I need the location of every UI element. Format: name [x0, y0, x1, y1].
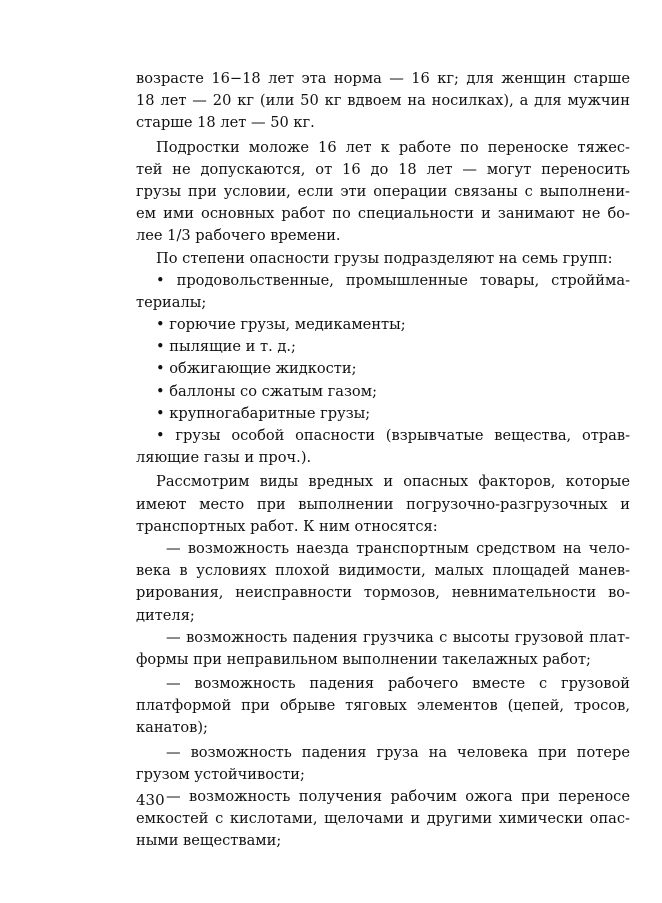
text-line: старше 18 лет — 50 кг. — [136, 114, 315, 132]
bullet-item: • пылящие и т. д.; — [156, 338, 296, 356]
text-line: века в условиях плохой видимости, малых площадей манев- — [136, 562, 630, 580]
text-line: транспортных работ. К ним относятся: — [136, 517, 438, 535]
text-line: емкостей с кислотами, щелочами и другими химически опас- — [136, 810, 630, 828]
text-line: грузы при условии, если эти операции связаны с выполнени- — [136, 182, 630, 200]
text-line: Рассмотрим виды вредных и опасных факторов, которые — [156, 473, 630, 491]
page-number: 430 — [136, 791, 165, 809]
bullet-item: • крупногабаритные грузы; — [156, 404, 371, 422]
text-line: имеют место при выполнении погрузочно-разгрузочных и — [136, 495, 630, 513]
text-line: канатов); — [136, 719, 208, 737]
bullet-item: • горючие грузы, медикаменты; — [156, 316, 406, 334]
text-line: ем ими основных работ по специальности и занимают не бо- — [136, 205, 630, 223]
bullet-item: • продовольственные, промышленные товары, строййма- — [156, 271, 630, 289]
bullet-item: • обжигающие жидкости; — [156, 360, 357, 378]
dash-item: — возможность наезда транспортным средством на чело- — [166, 539, 630, 557]
text-line: По степени опасности грузы подразделяют на семь групп: — [156, 249, 613, 267]
text-line: формы при неправильном выполнении такелажных работ; — [136, 650, 591, 668]
text-line: тей не допускаются, от 16 до 18 лет — могут переносить — [136, 160, 630, 178]
text-line: Подростки моложе 16 лет к работе по переноске тяжес- — [156, 138, 630, 156]
text-line: возрасте 16−18 лет эта норма — 16 кг; для женщин старше — [136, 70, 630, 87]
text-line: ляющие газы и проч.). — [136, 449, 312, 467]
page-body — [136, 68, 630, 853]
bullet-item: • баллоны со сжатым газом; — [156, 382, 377, 400]
text-line: 18 лет — 20 кг (или 50 кг вдвоем на носилках), а для мужчин — [136, 92, 630, 110]
dash-item: — возможность падения грузчика с высоты грузовой плат- — [166, 628, 630, 646]
bullet-item: • грузы особой опасности (взрывчатые вещества, отрав- — [156, 427, 630, 444]
dash-item: — возможность получения рабочим ожога при переносе — [166, 788, 630, 805]
text-line: грузом устойчивости; — [136, 765, 305, 783]
text-line: териалы; — [136, 293, 207, 311]
text-line: платформой при обрыве тяговых элементов (цепей, тросов, — [136, 697, 630, 715]
text-line: лее 1/3 рабочего времени. — [136, 227, 341, 245]
dash-item: — возможность падения груза на человека при потере — [166, 743, 630, 761]
text-line: дителя; — [136, 606, 195, 624]
dash-item: — возможность падения рабочего вместе с грузовой — [166, 675, 630, 693]
text-line: рирования, неисправности тормозов, невнимательности во- — [136, 584, 630, 602]
text-line: ными веществами; — [136, 832, 282, 850]
